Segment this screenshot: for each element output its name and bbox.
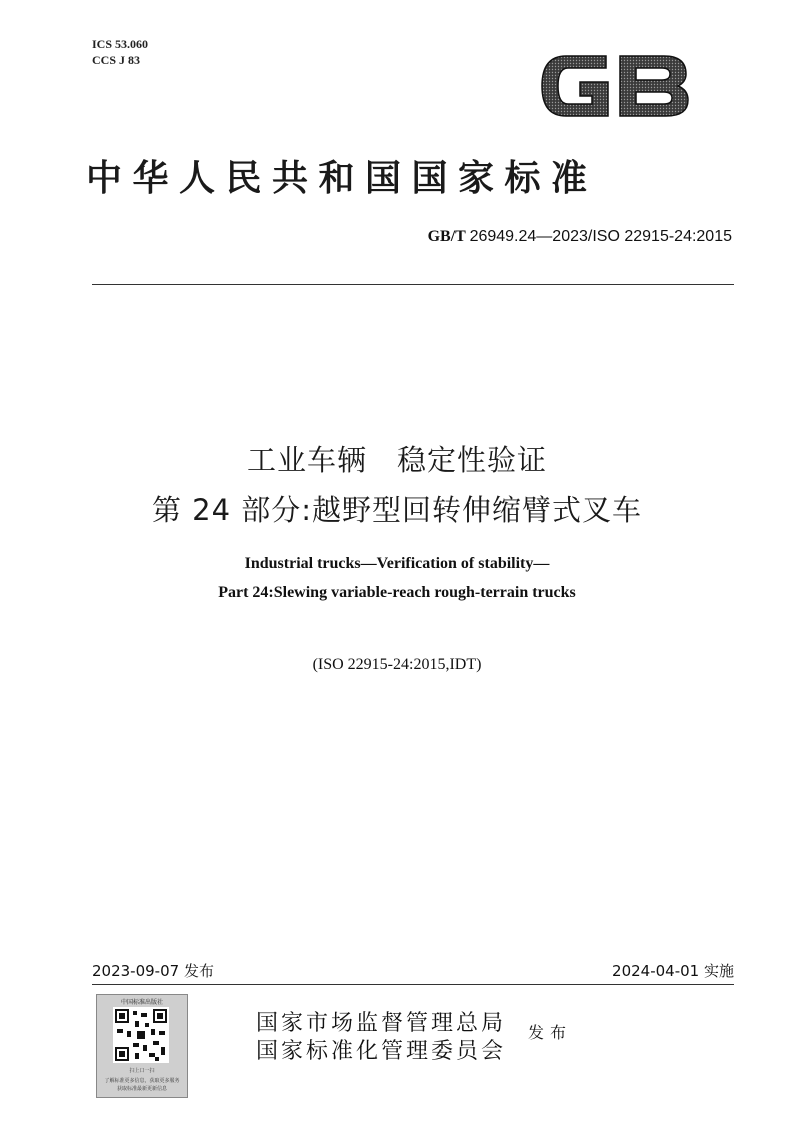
standard-number-prefix: GB/T: [427, 228, 466, 245]
qr-label-caption-2: 了解标准更多信息，获取更多服务: [104, 1078, 180, 1084]
qr-label-caption-3: 获取标准最新更新信息: [116, 1086, 167, 1092]
standard-number-body: 26949.24—2023/ISO 22915-24:2015: [469, 228, 732, 245]
implementation-date: 2024-04-01 实施: [612, 962, 734, 980]
qr-code-icon[interactable]: [113, 1007, 169, 1063]
english-title-line-2: Part 24:Slewing variable-reach rough-terrain trucks: [218, 584, 576, 601]
chinese-title-line-1: 工业车辆 稳定性验证: [246, 443, 547, 477]
ics-code: ICS 53.060: [92, 37, 149, 51]
iso-equivalence-reference: (ISO 22915-24:2015,IDT): [312, 656, 482, 673]
anti-counterfeit-qr-label[interactable]: [96, 994, 188, 1098]
top-divider: [92, 284, 734, 285]
publish-date: 2023-09-07 发布: [92, 962, 214, 980]
release-label: 发布: [528, 1023, 573, 1042]
classification-codes: [92, 36, 148, 68]
qr-label-caption-1: 扫上口一扫: [129, 1068, 155, 1074]
issuer-sac: 国家标准化管理委员会: [256, 1039, 507, 1064]
standard-number: [428, 228, 732, 246]
gb-logo: [536, 44, 694, 128]
english-title-line-1: Industrial trucks—Verification of stability—: [244, 555, 550, 572]
chinese-title-line-2: 第 24 部分:越野型回转伸缩臂式叉车: [151, 493, 643, 527]
ccs-code: CCS J 83: [92, 53, 141, 67]
qr-label-header: 中国标准出版社: [120, 999, 163, 1006]
issuer-samr: 国家市场监督管理总局: [256, 1011, 507, 1036]
bottom-divider: [92, 984, 734, 985]
national-standard-title: 中华人民共和国国家标准: [86, 157, 598, 199]
